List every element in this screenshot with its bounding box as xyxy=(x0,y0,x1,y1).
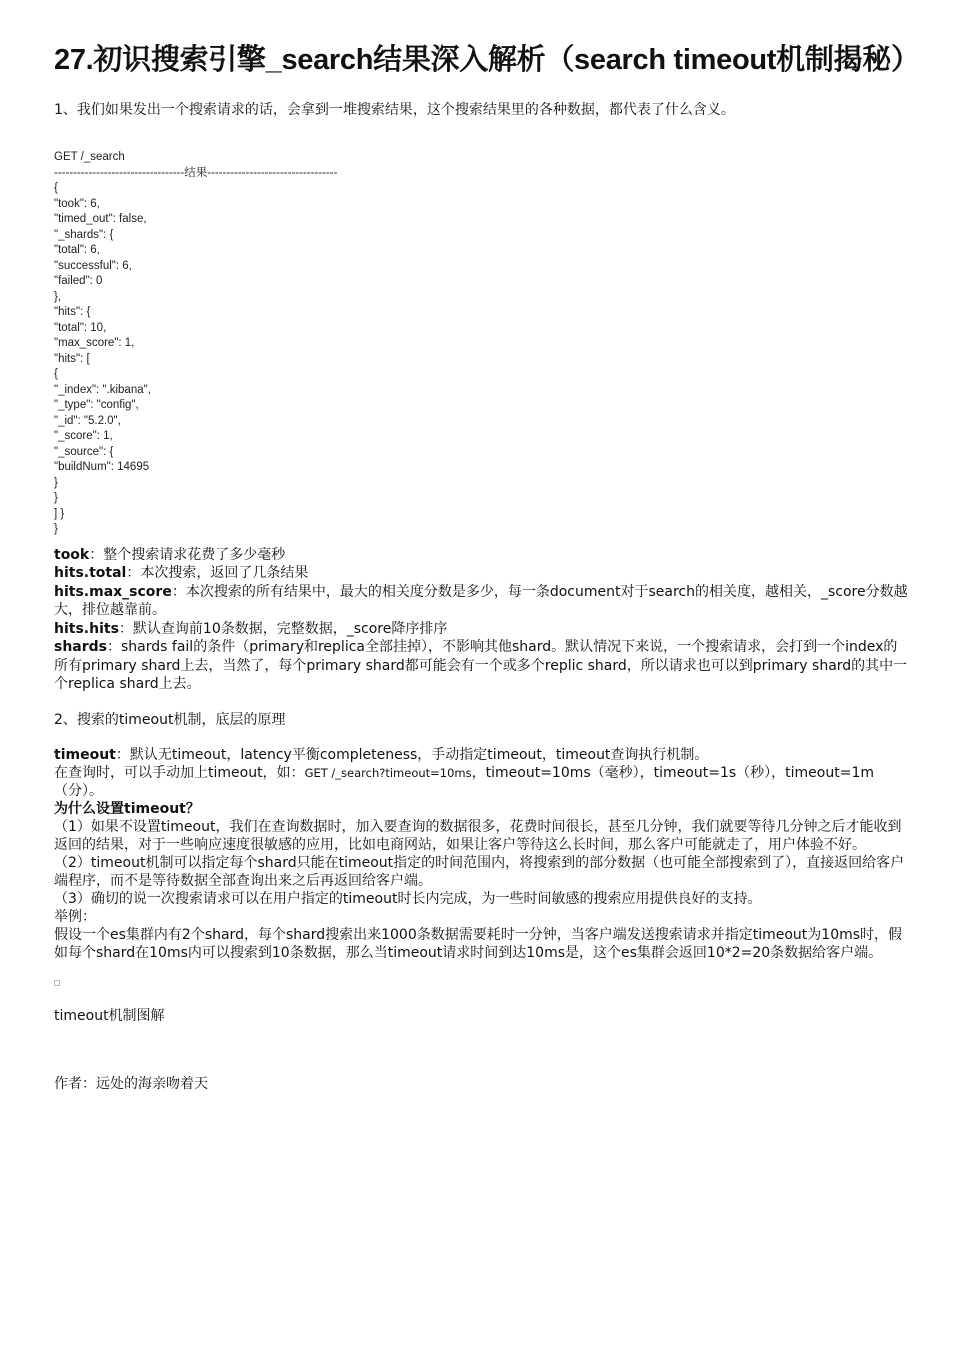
code-line: "_index": ".kibana", xyxy=(54,383,151,396)
code-line: } xyxy=(54,523,58,535)
definition-term: took xyxy=(54,546,90,563)
code-block xyxy=(54,150,910,538)
definition-text: ：shards fail的条件（primary和replica全部挂掉），不影响其他shard。默认情况下来说，一个搜索请求，会打到一个index的所有primary shard上去，当然了，每个primary shard都可能会有一个或多个replic shard，所以请求也可以到primary shard的其中一个replica shard上去。 xyxy=(54,639,908,692)
code-line: "_score": 1, xyxy=(54,430,113,442)
timeout-point: （1）如果不设置timeout，我们在查询数据时，加入要查询的数据很多，花费时间很长，甚至几分钟，我们就要等待几分钟之后才能收到返回的结果，对于一些响应速度很敏感的应用，比如电商网站，如果让客户等待这么长时间，那么客户可能就走了，用户体验不好。 xyxy=(54,818,902,853)
broken-image-placeholder xyxy=(54,980,60,986)
diagram-title: timeout机制图解 xyxy=(54,1007,165,1024)
definition-text: ：本次搜索的所有结果中，最大的相关度分数是多少，每一条document对于search的相关度，越相关，_score分数越大，排位越靠前。 xyxy=(54,583,908,618)
definition-shards xyxy=(54,638,910,694)
code-line: "total": 6, xyxy=(54,244,100,256)
page-title: 27.初识搜索引擎_search结果深入解析（search timeout机制揭秘） xyxy=(54,44,920,76)
timeout-manual-suffix: ，timeout=10ms（毫秒），timeout=1s（秒），timeout=1m（分）。 xyxy=(54,764,874,799)
field-definitions xyxy=(54,546,910,694)
code-line: "buildNum": 14695 xyxy=(54,461,150,473)
definition-took xyxy=(54,546,910,565)
code-line: } xyxy=(54,492,58,504)
code-line: "total": 10, xyxy=(54,321,107,334)
code-line: { xyxy=(54,182,58,194)
code-line: ----------------------------------结果---------------------------------- xyxy=(54,166,338,179)
code-line: "successful": 6, xyxy=(54,259,132,272)
definition-hits-total xyxy=(54,564,910,583)
definition-text: ：整个搜索请求花费了多少毫秒 xyxy=(89,546,286,563)
code-line: "_shards": { xyxy=(54,228,114,241)
timeout-manual xyxy=(54,764,910,800)
code-line: }, xyxy=(54,290,62,303)
code-line: "hits": [ xyxy=(54,352,90,365)
example-label: 举例： xyxy=(54,908,96,925)
code-line: "took": 6, xyxy=(54,197,100,210)
why-timeout-heading xyxy=(54,800,910,818)
code-line: "hits": { xyxy=(54,306,91,318)
timeout-section xyxy=(54,746,910,962)
code-line: } xyxy=(54,476,58,489)
definition-text: ：默认查询前10条数据，完整数据，_score降序排序 xyxy=(118,620,448,637)
code-line: "_type": "config", xyxy=(54,399,139,411)
timeout-point: （2）timeout机制可以指定每个shard只能在timeout指定的时间范围内，将搜索到的部分数据（也可能全部搜索到了），直接返回给客户端程序，而不是等待数据全部查询出来之后再返回给客户端。 xyxy=(54,854,905,889)
code-line: "_source": { xyxy=(54,445,114,458)
intro-paragraph: 1、我们如果发出一个搜索请求的话，会拿到一堆搜索结果，这个搜索结果里的各种数据，都代表了什么含义。 xyxy=(54,102,735,118)
definition-term: hits.total xyxy=(54,565,127,581)
definition-hits-max-score xyxy=(54,583,910,620)
timeout-manual-prefix: 在查询时，可以手动加上timeout，如： xyxy=(54,764,305,781)
section-heading: 2、搜索的timeout机制，底层的原理 xyxy=(54,711,286,728)
definition-term: hits.max_score xyxy=(54,583,172,600)
code-line: "max_score": 1, xyxy=(54,337,135,349)
author-line: 作者：远处的海亲吻着天 xyxy=(54,1075,208,1092)
definition-term: shards xyxy=(54,639,108,655)
definition-hits-hits xyxy=(54,620,910,639)
timeout-desc: ：默认无timeout，latency平衡completeness，手动指定timeout，timeout查询执行机制。 xyxy=(115,746,709,763)
timeout-point: （3）确切的说一次搜索请求可以在用户指定的timeout时长内完成，为一些时间敏感的搜索应用提供良好的支持。 xyxy=(54,890,762,907)
why-timeout-text: 为什么设置timeout？ xyxy=(54,800,200,817)
code-line: GET /_search xyxy=(54,151,125,163)
timeout-manual-code: GET /_search?timeout=10ms xyxy=(304,765,472,780)
timeout-definition xyxy=(54,746,910,764)
code-line: "_id": "5.2.0", xyxy=(54,414,121,427)
document-page xyxy=(54,42,920,1094)
code-line: { xyxy=(54,368,58,380)
code-line: "failed": 0 xyxy=(54,275,103,287)
example-text: 假设一个es集群内有2个shard，每个shard搜索出来1000条数据需要耗时一分钟，当客户端发送搜索请求并指定timeout为10ms时，假如每个shard在10ms内可以搜索到10条数据，那么当timeout请求时间到达10ms是，这个es集群会返回10*2=20条数据给客户端。 xyxy=(54,926,903,961)
timeout-term: timeout xyxy=(54,746,116,763)
definition-text: ：本次搜索，返回了几条结果 xyxy=(126,565,309,581)
code-line: ] } xyxy=(54,507,65,520)
definition-term: hits.hits xyxy=(54,620,119,637)
code-line: "timed_out": false, xyxy=(54,213,147,225)
